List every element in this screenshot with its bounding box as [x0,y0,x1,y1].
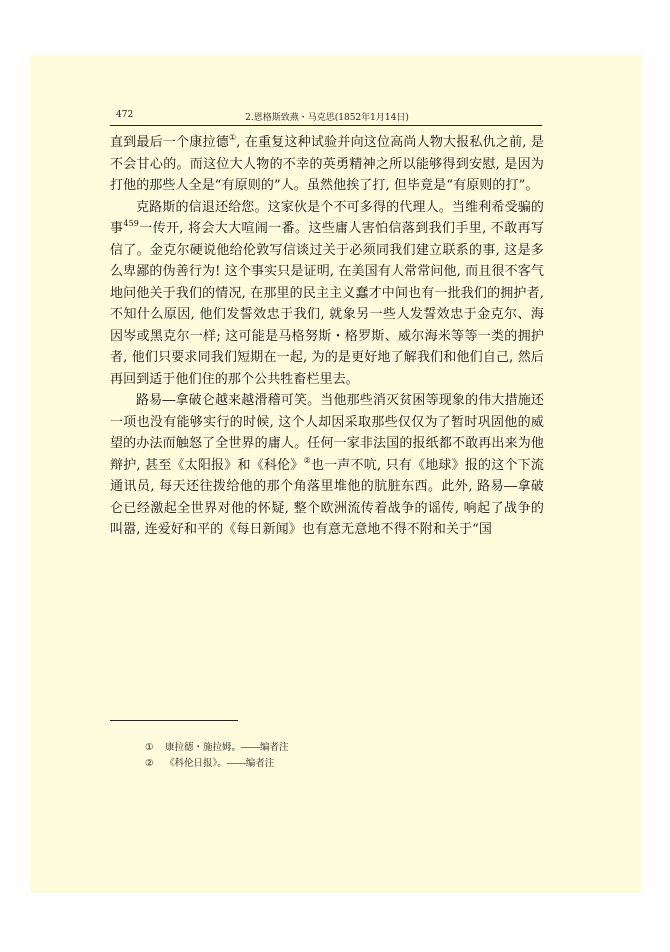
paragraph-3 [110,390,544,541]
footnotes [145,740,525,772]
paragraph-text: 克路斯的信退还给您。这家伙是个不可多得的代理人。当维利希受骗的事 [110,199,544,236]
running-header [110,108,544,126]
footnote-ref: ① [228,133,237,142]
footnote-rule [110,720,238,721]
footnote [145,756,525,772]
footnote-text: 康拉德・施拉姆。――编者注 [165,742,289,753]
page-number: 472 [116,110,134,120]
body-text [110,132,544,541]
footnote-text: 《科伦日报》。――编者注 [165,758,275,769]
running-title: 2.恩格斯致燕・马克思(1852年1月14日) [245,113,409,123]
paragraph-text: 也一声不吭, 只有《地球》报的这个下流通讯员, 每天还往拨给他的那个角落里堆他的肮脏东西。此外, 路易―拿破仑已经激起全世界对他的怀疑, 整个欧洲流传着战争的谣传, 响起了战争的叫嚣, 连爱好和平的《每日新闻》也有意无意地不得不附和关于“国 [110,457,544,537]
paragraph-text: 直到最后一个康拉德 [110,135,229,150]
paragraph-text: , 在重复这种试验并向这位高尚人物大报私仇之前, 是不会甘心的。而这位大人物的不幸的英勇精神之所以能够得到安慰, 是因为打他的那些人全是“有原则的”人。虽然他挨了打, 但毕竟是“有原则的打”。 [110,135,544,193]
header-rule [110,125,542,126]
footnote-mark: ② [145,758,154,769]
paragraph-1 [110,132,544,197]
paragraph-text: 一传开, 将会大大喧闹一番。这些庸人害怕信落到我们手里, 不敢再写信了。金克尔硬说他给伦敦写信谈过关于必须同我们建立联系的事, 这是多么卑鄙的伪善行为! 这个事实只是证明, 在美国有人常常问他, 而且很不客气地问他关于我们的情况, 在那里的民主主义蠢才中间也有一批我们的拥护者, 不知什么原因, 他们发誓效忠于我们, 就象另一些人发誓效忠于金克尔、海因岑或黑克尔一样; 这可能是马格努斯・格罗斯、威尔海米等等一类的拥护者, 他们只要求同我们短期在一起, 为的是更好地了解我们和他们自己, 然后再回到适于他们住的那个公共牲畜栏里去。 [110,221,544,387]
paragraph-2 [110,197,544,391]
footnote-ref: 459 [123,219,139,228]
footnote-ref: ② [303,455,311,465]
footnote-mark: ① [145,742,154,753]
paragraph-text: 路易―拿破仑越来越滑稽可笑。当他那些消灭贫困等现象的伟大措施还一项也没有能够实行的时候, 这个人却因采取那些仅仅为了暂时巩固他的威望的办法而触怒了全世界的庸人。任何一家非法国的报纸都不敢再出来为他辩护, 甚至《太阳报》和《科伦》 [110,393,544,473]
footnote [145,740,525,756]
